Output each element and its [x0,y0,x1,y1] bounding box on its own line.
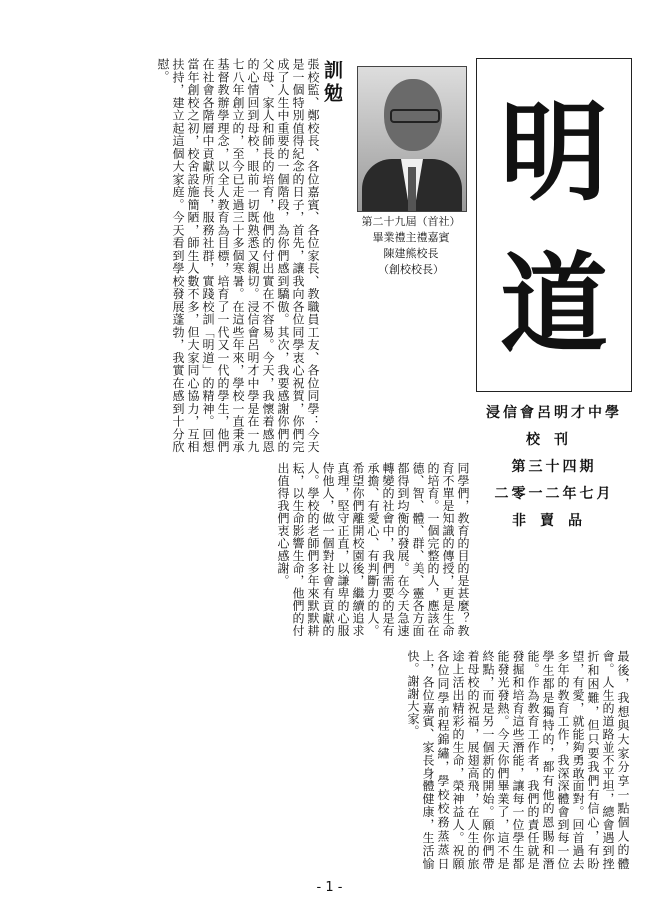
speech-middle-block: 同學們，教育的目的是甚麼？教育不單是知識的傳授，更是生命的培育。一個完整的人，應該在德、智、體、群、美、靈各方面都得到均衡的發展。在今天急速轉變的社會中，我們需要的是有承擔、有愛心、有判斷力的人。希望你們離開校園後，繼續追求真理，堅守正直，以謙卑的心服侍他人，做一個對社會有貢獻的人。學校的老師們多年來默默耕耘，以生命影響生命，他們的付出值得我們衷心感謝。 [276,462,470,637]
caption-line-1: 第二十九屆（首社） [361,215,461,228]
caption-line-2: 畢業禮主禮嘉賓 [372,231,450,244]
school-name: 浸信會呂明才中學 [486,405,622,421]
speech-lower-block: 最後，我想與大家分享一點個人的體會。人生的道路並不平坦，總會遇到挫折和困難，但只要我們有信心，有盼望，有愛，就能夠勇敢面對。回首過去多年的教育工作，我深深體會到每一位學生都是獨特的，都有他的恩賜和潛能。作為教育工作者，我們的責任就是發掘和培育這些潛能，讓每一位學生都能發光發熱。今天你們畢業了，這不是終點，而是另一個新的開始。願你們帶着母校的祝福，展翅高飛，在人生的旅途上活出精彩的生命，榮神益人。祝願各位同學前程錦繡，學校校務蒸蒸日上，各位嘉賓、家長身體健康，生活愉快。謝謝大家。 [406,650,630,870]
page-number: - 1 - [316,880,343,895]
speech-upper-block: 張校監、鄭校長、各位嘉賓、各位家長、教職員工友、各位同學：今天是一個特別值得紀念的日子，首先，讓我向各位同學衷心祝賀，你們完成了人生中重要的一個階段，為你們感到驕傲。其次，我要感謝你們的父母、家人和師長的培育，他們的付出實在不容易。今天，我懷着感恩的心情回到母校，眼前一切既熟悉又親切。浸信會呂明才中學是在一九七八年創立的，至今已走過三十多個寒暑。在這些年來，學校一直秉承基督教辦學理念，以全人教育為目標，培育了一代又一代的學生，他們在社會各階層中貢獻所長，服務社群，實踐校訓「明道」的精神。回想當年創校之初，校舍設施簡陋，師生人數不多，但大家同心協力，互相扶持，建立起這個大家庭。今天看到學校發展蓬勃，我實在感到十分欣慰。 [156,58,320,453]
principal-photo [357,66,467,212]
masthead-char-1: 明 [499,90,608,216]
caption-line-3: 陳建熊校長 [383,247,439,260]
masthead-box [476,58,632,392]
price-label: 非賣品 [512,513,596,529]
issue-date: 二零一二年七月 [494,486,614,502]
issue-number: 第三十四期 [511,459,597,475]
photo-caption [345,214,477,278]
caption-line-4: （創校校長） [378,263,444,276]
speech-heading: 訓勉 [321,60,343,106]
publication-label: 校刊 [526,432,582,448]
masthead-char-2: 道 [499,242,608,368]
issue-info [476,400,632,535]
